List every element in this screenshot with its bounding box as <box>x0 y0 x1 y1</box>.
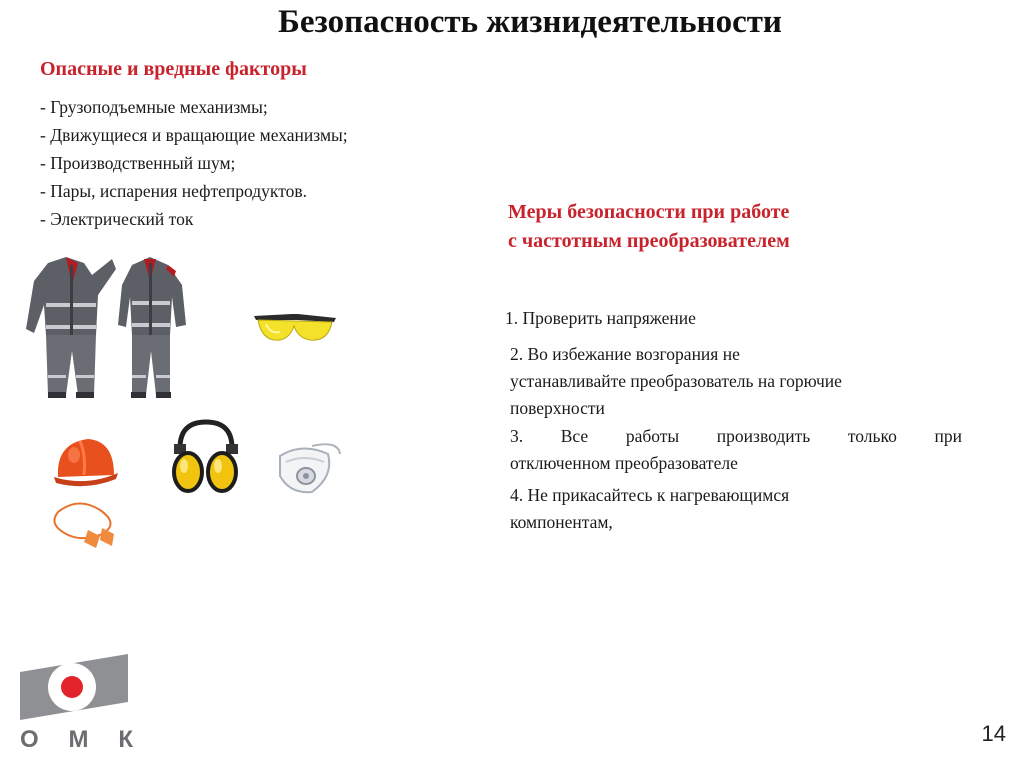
measure-step-1: 1. Проверить напряжение <box>505 308 696 328</box>
step-line: компонентам, <box>510 512 613 532</box>
safety-goggles-icon <box>252 308 338 348</box>
step-line: 3. Все работы производить только при <box>510 426 962 446</box>
earplugs-icon <box>48 500 126 552</box>
measures-heading-line: с частотным преобразователем <box>508 230 790 252</box>
omk-logo-icon <box>18 654 130 720</box>
omk-logo-text <box>20 726 135 754</box>
measures-heading <box>508 198 790 256</box>
workwear-suit-icon <box>26 255 116 400</box>
measure-step-3 <box>510 423 962 477</box>
step-line: 4. Не прикасайтесь к нагревающимся <box>510 485 790 505</box>
logo-letter: М <box>68 726 91 753</box>
step-line: отключенном преобразователе <box>510 453 738 473</box>
page-title: Безопасность жизнидеятельности <box>278 4 782 40</box>
step-line: поверхности <box>510 398 605 418</box>
hazards-list <box>40 93 348 233</box>
hazard-item: - Производственный шум; <box>40 153 236 173</box>
page-number: 14 <box>981 721 1006 746</box>
hard-hat-icon <box>52 433 120 493</box>
logo-letter: О <box>20 726 41 753</box>
hazard-item: - Грузоподъемные механизмы; <box>40 97 268 117</box>
respirator-icon <box>272 436 342 498</box>
step-line: 2. Во избежание возгорания не <box>510 344 740 364</box>
hazard-item: - Пары, испарения нефтепродуктов. <box>40 181 307 201</box>
hazard-item: - Движущиеся и вращающие механизмы; <box>40 125 348 145</box>
step-line: устанавливайте преобразователь на горючие <box>510 371 842 391</box>
measure-step-4 <box>510 482 962 536</box>
workwear-suit-icon <box>116 255 188 400</box>
logo-letter: К <box>118 726 135 753</box>
earmuffs-icon <box>166 418 244 496</box>
hazard-item: - Электрический ток <box>40 209 194 229</box>
hazards-heading: Опасные и вредные факторы <box>40 58 307 80</box>
measure-step-2 <box>510 341 962 422</box>
measures-heading-line: Меры безопасности при работе <box>508 201 790 223</box>
